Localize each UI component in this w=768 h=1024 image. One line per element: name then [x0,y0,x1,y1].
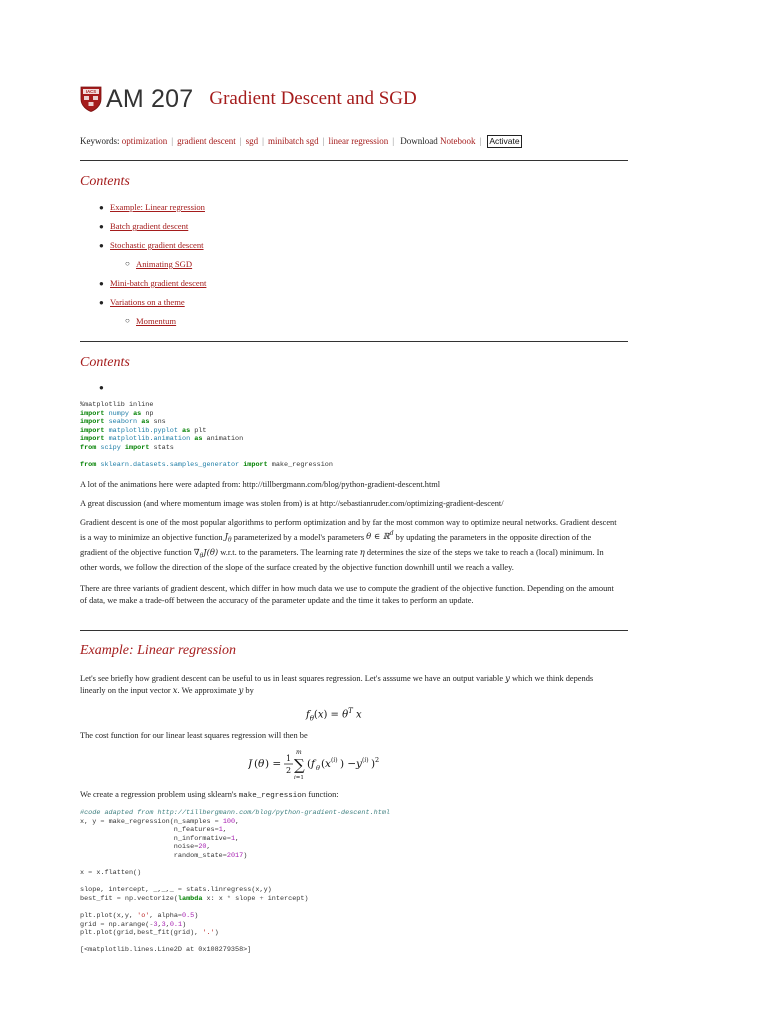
math-y: y [505,673,510,683]
svg-text:(: ( [321,758,326,770]
math-symbol: J [224,531,229,542]
code-keyword: import [80,418,105,427]
math-theta-in-rd [366,531,393,541]
code-keyword: import [80,409,105,418]
section-heading-linear-regression: Example: Linear regression [80,643,237,658]
toc-item-variations-on-a-theme[interactable]: Variations on a theme [110,297,185,307]
code-string: '.' [202,929,215,938]
toc-bullet: ● [99,222,104,231]
code-keyword: from [80,443,97,452]
code-keyword: import [124,443,150,452]
empty-toc-bullet: ● [99,383,104,392]
code-output: [<matplotlib.lines.Line2D at 0x108279358>] [80,946,252,954]
text-fragment: determines the size of the steps we take to reach a (local) minimum. In other words, we follow the direction of the slope of the surface created by the objective function downhill until we reach a valley. [80,547,604,572]
code-number: 20 [198,843,207,852]
download-label: Download [400,136,438,146]
math-gradient [193,546,219,560]
text-fragment: Gradient descent is one of the most popular algorithms to perform optimization and by far the most common way to optimize neural networks. Gradient descent is a way to minimize an objective function [80,518,617,542]
math-symbol: J(θ) [203,546,219,557]
text-fragment: Let's see briefly how gradient descent can be useful to us in least squares regression. Let's asssume we have an output variable [80,674,506,683]
notebook-link[interactable]: Notebook [440,136,476,146]
toc-item-mini-batch-gradient-descent[interactable]: Mini-batch gradient descent [110,278,207,288]
code-module: sklearn.datasets.samples_generator [100,461,240,470]
svg-text:x: x [325,758,331,770]
toc-bullet: ○ [125,316,130,325]
math-superscript: d [389,530,394,538]
svg-text:∑: ∑ [294,756,305,774]
keywords-bar [80,135,522,148]
code-module: numpy [108,409,129,418]
code-keyword: from [80,461,97,470]
keyword-separator: | [322,136,325,146]
toc-item-momentum[interactable]: Momentum [136,316,177,326]
math-y: y [238,684,244,695]
paragraph-make-regression [80,789,620,803]
math-eta: η [359,546,365,557]
svg-text:θ: θ [258,758,265,770]
course-title: AM 207 [106,84,194,113]
toc-item-stochastic-gradient-descent[interactable]: Stochastic gradient descent [110,240,204,250]
svg-text:): ) [371,758,376,770]
page-header [80,82,417,116]
math-subscript: θ [199,552,204,560]
svg-text:) −: ) − [340,758,357,770]
svg-text:(i): (i) [331,757,338,764]
code-keyword: import [243,461,268,470]
svg-text:(: ( [307,758,312,770]
code-number: 0.1 [169,920,183,929]
keyword-link-gradient-descent[interactable]: gradient descent [177,136,236,146]
keyword-link-sgd[interactable]: sgd [245,136,259,146]
code-string: 'o' [137,912,150,921]
svg-text:J: J [248,758,253,770]
svg-text:2: 2 [375,756,380,764]
code-number: 3 [153,920,158,929]
text-fragment: . We approximate [177,685,239,695]
keyword-separator: | [479,136,482,146]
page-title: Gradient Descent and SGD [209,88,417,109]
code-module: scipy [100,443,121,452]
text-fragment: parameterized by a model's parameters [231,532,367,542]
toc-bullet: ● [99,203,104,212]
contents-heading: Contents [80,174,130,189]
svg-text:2: 2 [286,766,292,775]
svg-text:(i): (i) [362,757,369,764]
code-number: 2017 [226,851,244,860]
code-module: seaborn [108,418,138,427]
code-module: matplotlib.pyplot [108,426,178,435]
paragraph-variants: There are three variants of gradient descent, which differ in how much data we use to compute the gradient of the objective function. Depending on the amount of data, we make a trade-off between the accuracy of the parameter update and the time it takes to perform an update. [80,584,614,605]
keyword-separator: | [171,136,174,146]
code-keyword: as [194,435,203,444]
toc-item-animating-sgd[interactable]: Animating SGD [136,259,193,269]
svg-text:) =: ) = [265,758,282,770]
math-j-theta [224,531,232,545]
toc-item-batch-gradient-descent[interactable]: Batch gradient descent [110,221,189,231]
math-symbol: θ ∈ ℝ [366,531,390,542]
text-fragment: by [243,685,254,695]
code-keyword: as [182,426,191,435]
paragraph-least-squares [80,673,620,696]
cost-function-formula [248,748,398,782]
keywords-label: Keywords: [80,136,120,146]
code-number: 0.5 [182,912,195,921]
toc-bullet: ○ [125,259,130,268]
math-x: x [172,684,178,695]
toc-bullet: ● [99,279,104,288]
code-number: 100 [222,817,236,826]
text-fragment: which we think depends linearly on the input vector [80,674,594,695]
code-cell-imports: %matplotlib inline import numpy as np import seaborn as sns import matplotlib.pyplot as plt import matplotlib.animation as animation from scipy import stats from sklearn.datasets.samples_generator import make_regression [80,401,333,470]
code-number: 1 [218,826,223,835]
svg-text:y: y [356,758,362,770]
svg-text:θ: θ [316,764,320,772]
svg-text:(: ( [254,758,259,770]
paragraph-animations-source: A lot of the animations here were adapted from: http://tillbergmann.com/blog/python-gradient-descent.html [80,480,441,489]
code-number: 1 [230,834,236,843]
equation-cost-function [248,748,398,785]
keyword-separator: | [239,136,242,146]
toc-bullet: ● [99,298,104,307]
toc-item-linear-regression[interactable]: Example: Linear regression [110,202,205,212]
equation-hypothesis: $f_\theta(x) = \theta^T$ x [306,707,362,723]
code-cell-regression: #code adapted from http://tillbergmann.com/blog/python-gradient-descent.html x, y = make_regression(n_samples = 100, n_features=1, n_informative=1, noise=20, random_state=2017) x = x.flatten() slope, intercept, _,_,_ = stats.linregress(x,y) best_fit = np.vectorize(lambda x: x * slope + intercept) plt.plot(x,y, 'o', alpha=0.5) grid = np.arange(-3,3,0.1) plt.plot(grid,best_fit(grid), '.') [80,809,390,938]
section-divider [80,341,628,342]
svg-text:m: m [296,749,302,756]
paragraph-gradient-descent-intro [80,517,620,574]
code-line: %matplotlib inline [80,401,154,409]
code-keyword: as [133,409,142,418]
code-keyword: import [80,435,105,444]
code-keyword: import [80,426,105,435]
math-symbol: ∇ [193,546,200,557]
svg-text:IACS: IACS [85,89,97,95]
math-subscript: θ [228,537,232,545]
svg-text:i=1: i=1 [294,775,304,781]
text-fragment: function: [306,790,339,799]
code-number: 3 [161,920,166,929]
inline-code: make_regression [238,792,307,800]
paragraph-cost-function: The cost function for our linear least squares regression will then be [80,731,308,740]
iacs-shield-icon [80,86,102,112]
text-fragment: We create a regression problem using sklearn's [80,790,239,799]
code-module: matplotlib.animation [108,435,191,444]
contents-heading-2: Contents [80,355,130,370]
activate-button[interactable]: Activate [489,136,520,146]
svg-text:f: f [311,758,315,770]
section-divider [80,160,628,161]
svg-text:1: 1 [286,754,292,763]
text-fragment: w.r.t. to the parameters. The learning rate [218,547,360,557]
text-fragment: by updating the parameters in the opposite direction of the gradient of the objective function [80,532,592,557]
keyword-link-optimization[interactable]: optimization [121,136,168,146]
keyword-separator: | [392,136,395,146]
paragraph-momentum-source: A great discussion (and where momentum image was stolen from) is at http://sebastianruder.com/optimizing-gradient-descent/ [80,499,504,508]
keyword-separator: | [262,136,264,146]
toc-bullet: ● [99,241,104,250]
keyword-link-linear-regression[interactable]: linear regression [328,136,389,146]
keyword-link-minibatch-sgd[interactable]: minibatch sgd [267,136,319,146]
code-keyword: as [141,418,150,427]
code-keyword: lambda [177,894,203,903]
code-comment: #code adapted from http://tillbergmann.com/blog/python-gradient-descent.html [80,809,390,817]
section-divider [80,630,628,631]
